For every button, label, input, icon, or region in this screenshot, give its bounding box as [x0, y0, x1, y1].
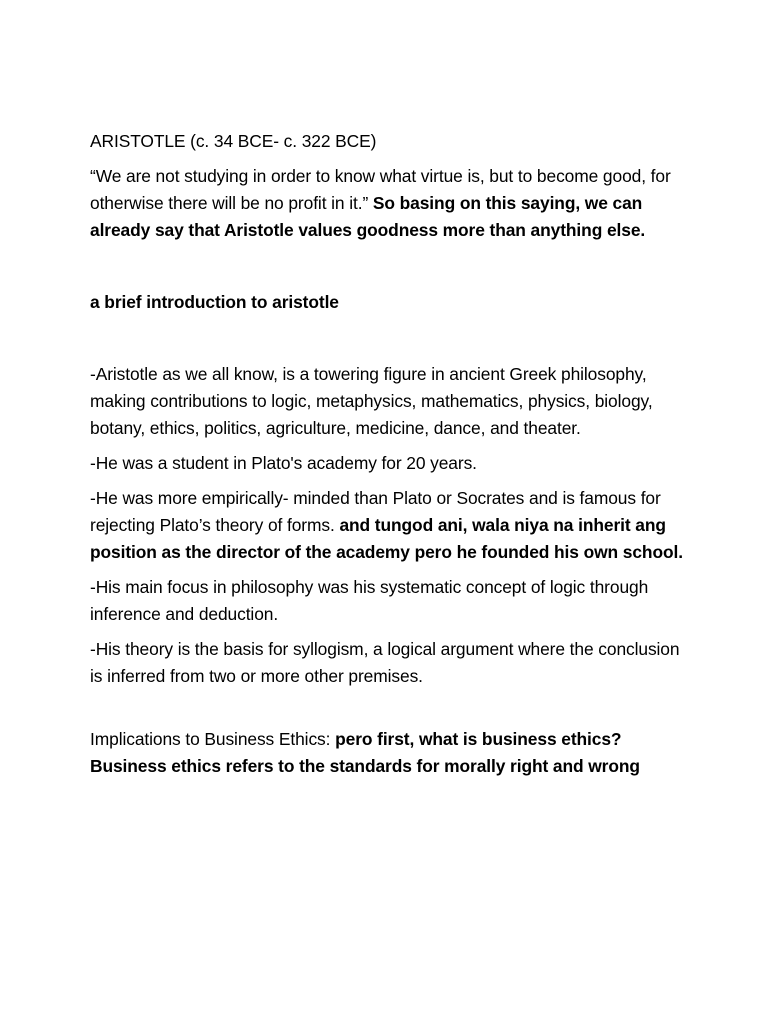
quote-comment: So basing on this saying, we can already say that Aristotle values goodness more than anything else.: [90, 193, 646, 240]
implications-label: Implications to Business Ethics:: [90, 729, 331, 749]
point-empirical-comment: and tungod ani, wala niya na inherit ang position as the director of the academy pero he founded his own school.: [90, 515, 683, 562]
implications-comment: pero first, what is business ethics? Business ethics refers to the standards for morally right and wrong: [90, 729, 640, 776]
point-student: -He was a student in Plato's academy for 20 years.: [90, 453, 477, 473]
implications-paragraph: [90, 726, 690, 780]
document-body: [90, 128, 690, 780]
quote-text: “We are not studying in order to know what virtue is, but to become good, for otherwise there will be no profit in it.”: [90, 166, 671, 213]
point-contributions: -Aristotle as we all know, is a towering figure in ancient Greek philosophy, making contributions to logic, metaphysics, mathematics, physics, biology, botany, ethics, politics, agriculture, medicine, dance, and theater.: [90, 364, 653, 438]
point-logic: -His main focus in philosophy was his systematic concept of logic through inference and deduction.: [90, 577, 649, 624]
quote-paragraph: [90, 163, 690, 244]
point-syllogism: -His theory is the basis for syllogism, a logical argument where the conclusion is inferred from two or more other premises.: [90, 639, 680, 686]
document-title: ARISTOTLE (c. 34 BCE- c. 322 BCE): [90, 131, 377, 151]
intro-heading: a brief introduction to aristotle: [90, 292, 339, 312]
point-empirical: [90, 485, 690, 566]
point-empirical-text: -He was more empirically- minded than Plato or Socrates and is famous for rejecting Plato’s theory of forms.: [90, 488, 661, 535]
